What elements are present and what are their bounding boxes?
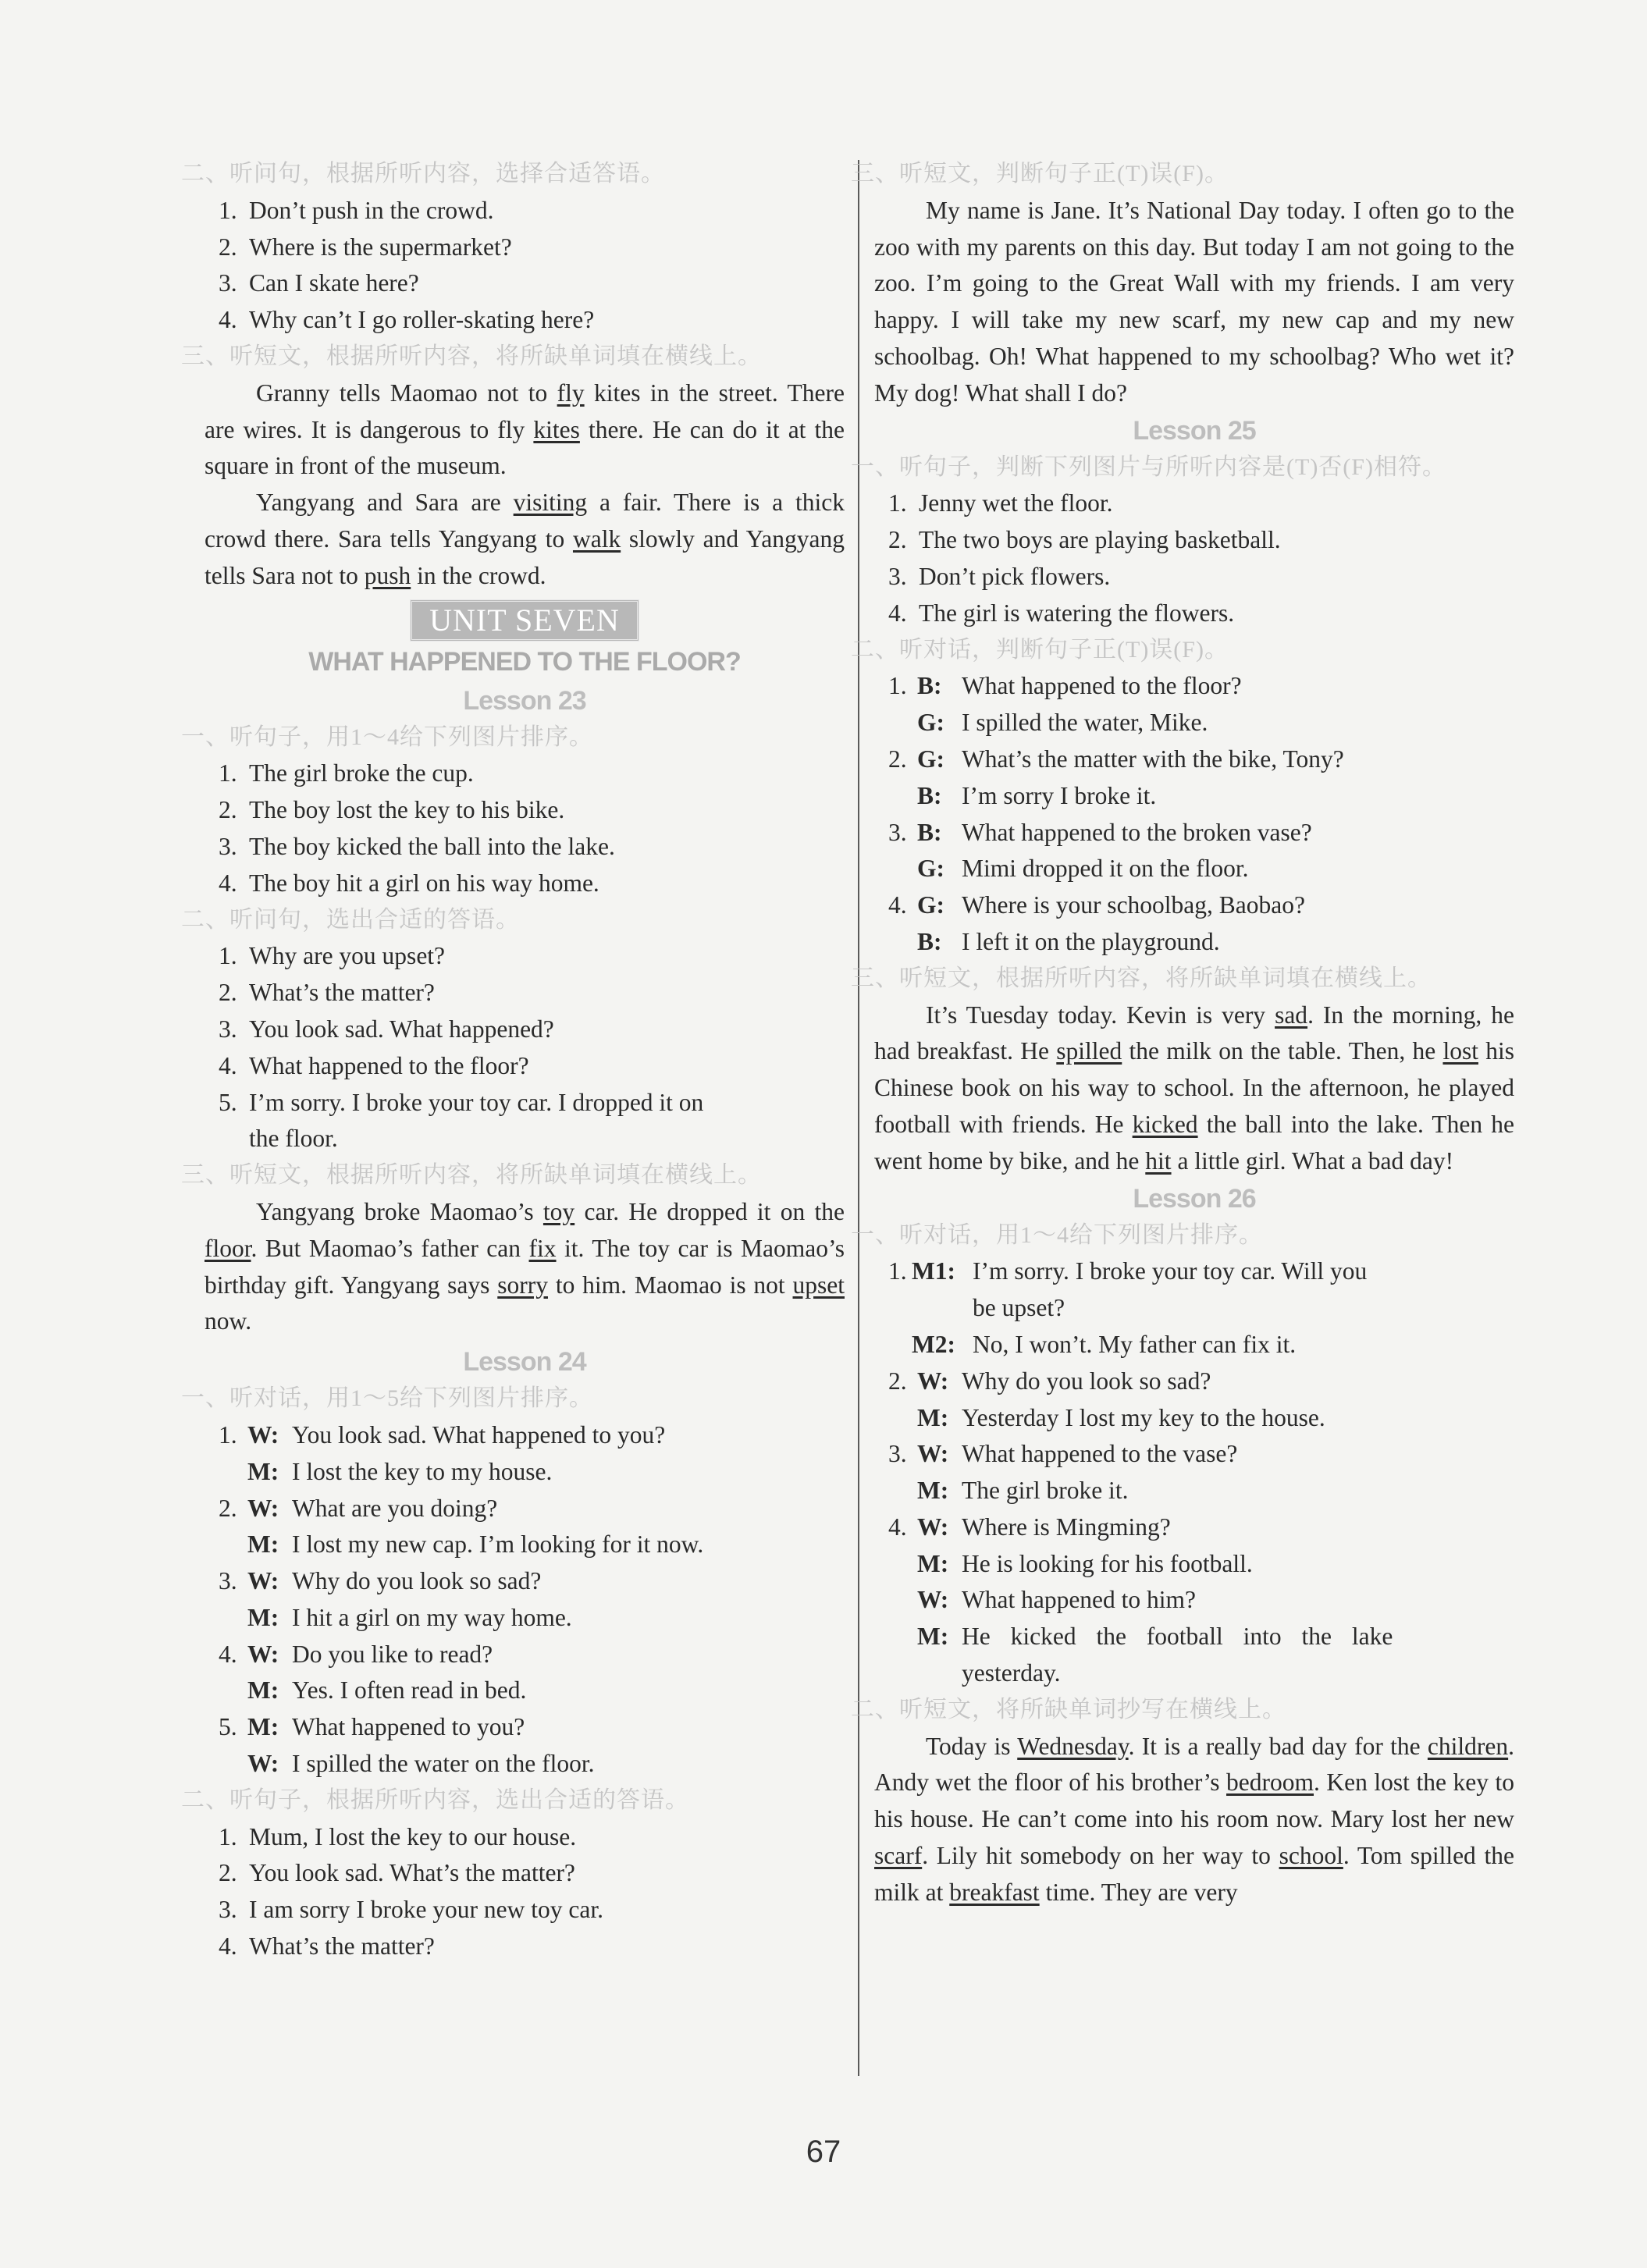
list-item: 3. Can I skate here? — [219, 269, 419, 297]
section-title: 二、听句子，根据所听内容，选出合适的答语。 — [181, 1786, 689, 1813]
filled-blank: visiting — [513, 489, 588, 517]
column-divider — [858, 160, 859, 2076]
filled-blank: push — [364, 561, 411, 589]
dialogue-line: G: Mimi dropped it on the floor. — [917, 855, 1249, 883]
dialogue-line: B: I’m sorry I broke it. — [917, 781, 1157, 809]
dialogue-line: 4. W: Do you like to read? — [219, 1640, 493, 1668]
list-item: 1. The girl broke the cup. — [219, 759, 474, 787]
list-item: 4. What happened to the floor? — [219, 1051, 529, 1079]
passage: It’s Tuesday today. Kevin is very sad. In the morning, he had breakfast. He spilled the milk on the table. Then, he lost his Chinese book on his way to school. In the afternoon, he played football with friends. He kicked the ball into the lake. Then he went home by bike, and he hit a little girl. What a bad day! — [874, 1001, 1515, 1175]
dialogue-line: M: I lost my new cap. I’m looking for it now. — [247, 1530, 704, 1559]
lesson-heading: Lesson 23 — [463, 685, 586, 716]
dialogue-line: M: He kicked the football into the lake — [917, 1623, 1393, 1651]
list-item: 2. The two boys are playing basketball. — [888, 526, 1281, 554]
filled-blank: lost — [1442, 1037, 1478, 1065]
list-item: 4. What’s the matter? — [219, 1932, 435, 1961]
section-title: 三、听短文，根据所听内容，将所缺单词填在横线上。 — [181, 343, 762, 369]
page-number: 67 — [806, 2135, 841, 2169]
section-title: 三、听短文，根据所听内容，将所缺单词填在横线上。 — [851, 965, 1432, 991]
list-item: 4. The boy hit a girl on his way home. — [219, 869, 599, 897]
dialogue-line: 1. M1: I’m sorry. I broke your toy car. Will you — [888, 1257, 1368, 1285]
list-item: 1. Why are you upset? — [219, 942, 446, 970]
list-item: 4. Why can’t I go roller-skating here? — [219, 306, 595, 334]
filled-blank: sorry — [497, 1271, 548, 1299]
dialogue-line: M: The girl broke it. — [917, 1477, 1129, 1505]
dialogue-line: 2. W: What are you doing? — [219, 1494, 498, 1522]
section-title: 二、听问句，根据所听内容，选择合适答语。 — [181, 161, 665, 187]
filled-blank: school — [1279, 1842, 1343, 1870]
list-item: 1. Jenny wet the floor. — [888, 489, 1113, 517]
list-item: 3. The boy kicked the ball into the lake. — [219, 832, 615, 860]
filled-blank: toy — [542, 1197, 575, 1225]
unit-banner — [205, 599, 845, 638]
list-item: 2. You look sad. What’s the matter? — [219, 1859, 575, 1887]
dialogue-line: M: Yes. I often read in bed. — [247, 1676, 527, 1705]
dialogue-line: 2. W: Why do you look so sad? — [888, 1367, 1211, 1395]
list-item: 1. Mum, I lost the key to our house. — [219, 1822, 577, 1850]
section-title: 一、听句子，用1～4给下列图片排序。 — [181, 723, 593, 750]
left-column — [181, 156, 845, 1965]
lesson-heading: Lesson 25 — [1133, 415, 1256, 446]
filled-blank: bedroom — [1226, 1769, 1314, 1797]
dialogue-line: M: I lost the key to my house. — [247, 1457, 553, 1485]
passage: Yangyang and Sara are visiting a fair. There is a thick crowd there. Sara tells Yangyang to walk slowly and Yangyang tells Sara not to push in the crowd. — [205, 489, 845, 589]
filled-blank: Wednesday — [1017, 1732, 1129, 1760]
dialogue-line: M: I hit a girl on my way home. — [247, 1603, 572, 1631]
filled-blank: kicked — [1132, 1110, 1198, 1138]
dialogue-line: M: Yesterday I lost my key to the house. — [917, 1403, 1325, 1431]
filled-blank: fix — [528, 1234, 557, 1262]
filled-blank: sad — [1275, 1001, 1308, 1029]
dialogue-line-continued: yesterday. — [962, 1659, 1061, 1687]
section-title: 一、听句子，判断下列图片与所听内容是(T)否(F)相符。 — [851, 453, 1446, 480]
list-item: 4. The girl is watering the flowers. — [888, 599, 1235, 627]
dialogue-line: 2. G: What’s the matter with the bike, Tony? — [888, 745, 1344, 773]
filled-blank: scarf — [874, 1842, 923, 1870]
section-title: 一、听对话，用1～4给下列图片排序。 — [851, 1221, 1263, 1248]
dialogue-line: 3. W: Why do you look so sad? — [219, 1567, 542, 1595]
dialogue-line: 1. B: What happened to the floor? — [888, 672, 1242, 700]
dialogue-line: W: I spilled the water on the floor. — [247, 1750, 595, 1778]
list-item: 5. I’m sorry. I broke your toy car. I dropped it on — [219, 1088, 704, 1116]
filled-blank: fly — [557, 379, 585, 407]
section-title: 三、听短文，根据所听内容，将所缺单词填在横线上。 — [181, 1162, 762, 1189]
filled-blank: breakfast — [949, 1878, 1040, 1906]
passage: Granny tells Maomao not to fly kites in the street. There are wires. It is dangerous to fly kites there. He can do it at the square in front of the museum. — [205, 379, 845, 480]
filled-blank: floor — [205, 1234, 251, 1262]
list-item: 1. Don’t push in the crowd. — [219, 196, 494, 224]
dialogue-line: 3. B: What happened to the broken vase? — [888, 818, 1312, 846]
dialogue-line: W: What happened to him? — [917, 1586, 1197, 1614]
dialogue-line: 4. G: Where is your schoolbag, Baobao? — [888, 891, 1305, 919]
dialogue-line: B: I left it on the playground. — [917, 927, 1220, 955]
dialogue-line: 3. W: What happened to the vase? — [888, 1440, 1238, 1468]
section-title: 一、听对话，用1～5给下列图片排序。 — [181, 1385, 593, 1412]
right-column — [851, 156, 1515, 1911]
dialogue-line: 4. W: Where is Mingming? — [888, 1513, 1171, 1541]
list-item: 3. You look sad. What happened? — [219, 1015, 554, 1043]
section-title: 二、听对话，判断句子正(T)误(F)。 — [851, 636, 1229, 663]
list-item: 3. Don’t pick flowers. — [888, 562, 1111, 590]
section-title: 三、听短文，判断句子正(T)误(F)。 — [851, 161, 1229, 187]
section-title: 二、听短文，将所缺单词抄写在横线上。 — [851, 1696, 1286, 1722]
passage: My name is Jane. It’s National Day today. I often go to the zoo with my parents on this day. But today I am not going to the zoo. I’m going to the Great Wall with my friends. I am very happy. I will take my new scarf, my new cap and my new schoolbag. Oh! What happened to my schoolbag? Who wet it? My dog! What shall I do? — [874, 196, 1514, 407]
list-item-continued: the floor. — [249, 1125, 338, 1153]
unit-title: UNIT SEVEN — [410, 599, 639, 642]
section-title: 二、听问句，选出合适的答语。 — [181, 906, 520, 933]
lesson-heading: Lesson 24 — [463, 1347, 586, 1378]
unit-subtitle: WHAT HAPPENED TO THE FLOOR? — [308, 646, 741, 677]
dialogue-line: 1. W: You look sad. What happened to you? — [219, 1420, 666, 1449]
list-item: 2. The boy lost the key to his bike. — [219, 796, 565, 824]
list-item: 3. I am sorry I broke your new toy car. — [219, 1896, 603, 1924]
list-item: 2. What’s the matter? — [219, 979, 435, 1007]
dialogue-line: M: He is looking for his football. — [917, 1549, 1253, 1577]
filled-blank: spilled — [1056, 1037, 1122, 1065]
dialogue-line-continued: be upset? — [973, 1294, 1065, 1322]
filled-blank: hit — [1145, 1146, 1172, 1175]
list-item: 2. Where is the supermarket? — [219, 233, 512, 261]
dialogue-line: G: I spilled the water, Mike. — [917, 709, 1208, 737]
passage: Yangyang broke Maomao’s toy car. He dropped it on the floor. But Maomao’s father can fix it. The toy car is Maomao’s birthday gift. Yangyang says sorry to him. Maomao is not upset now. — [205, 1197, 845, 1335]
filled-blank: kites — [533, 415, 580, 443]
passage: Today is Wednesday. It is a really bad day for the children. Andy wet the floor of his brother’s bedroom. Ken lost the key to his house. He can’t come into his room now. Mary lost her new scarf. Lily hit somebody on her way to school. Tom spilled the milk at breakfast time. They are very — [874, 1732, 1514, 1906]
filled-blank: walk — [572, 524, 621, 553]
lesson-heading: Lesson 26 — [1133, 1183, 1256, 1214]
dialogue-line: M2: No, I won’t. My father can fix it. — [912, 1330, 1297, 1358]
filled-blank: children — [1427, 1732, 1509, 1760]
filled-blank: upset — [792, 1271, 845, 1299]
dialogue-line: 5. M: What happened to you? — [219, 1713, 525, 1741]
